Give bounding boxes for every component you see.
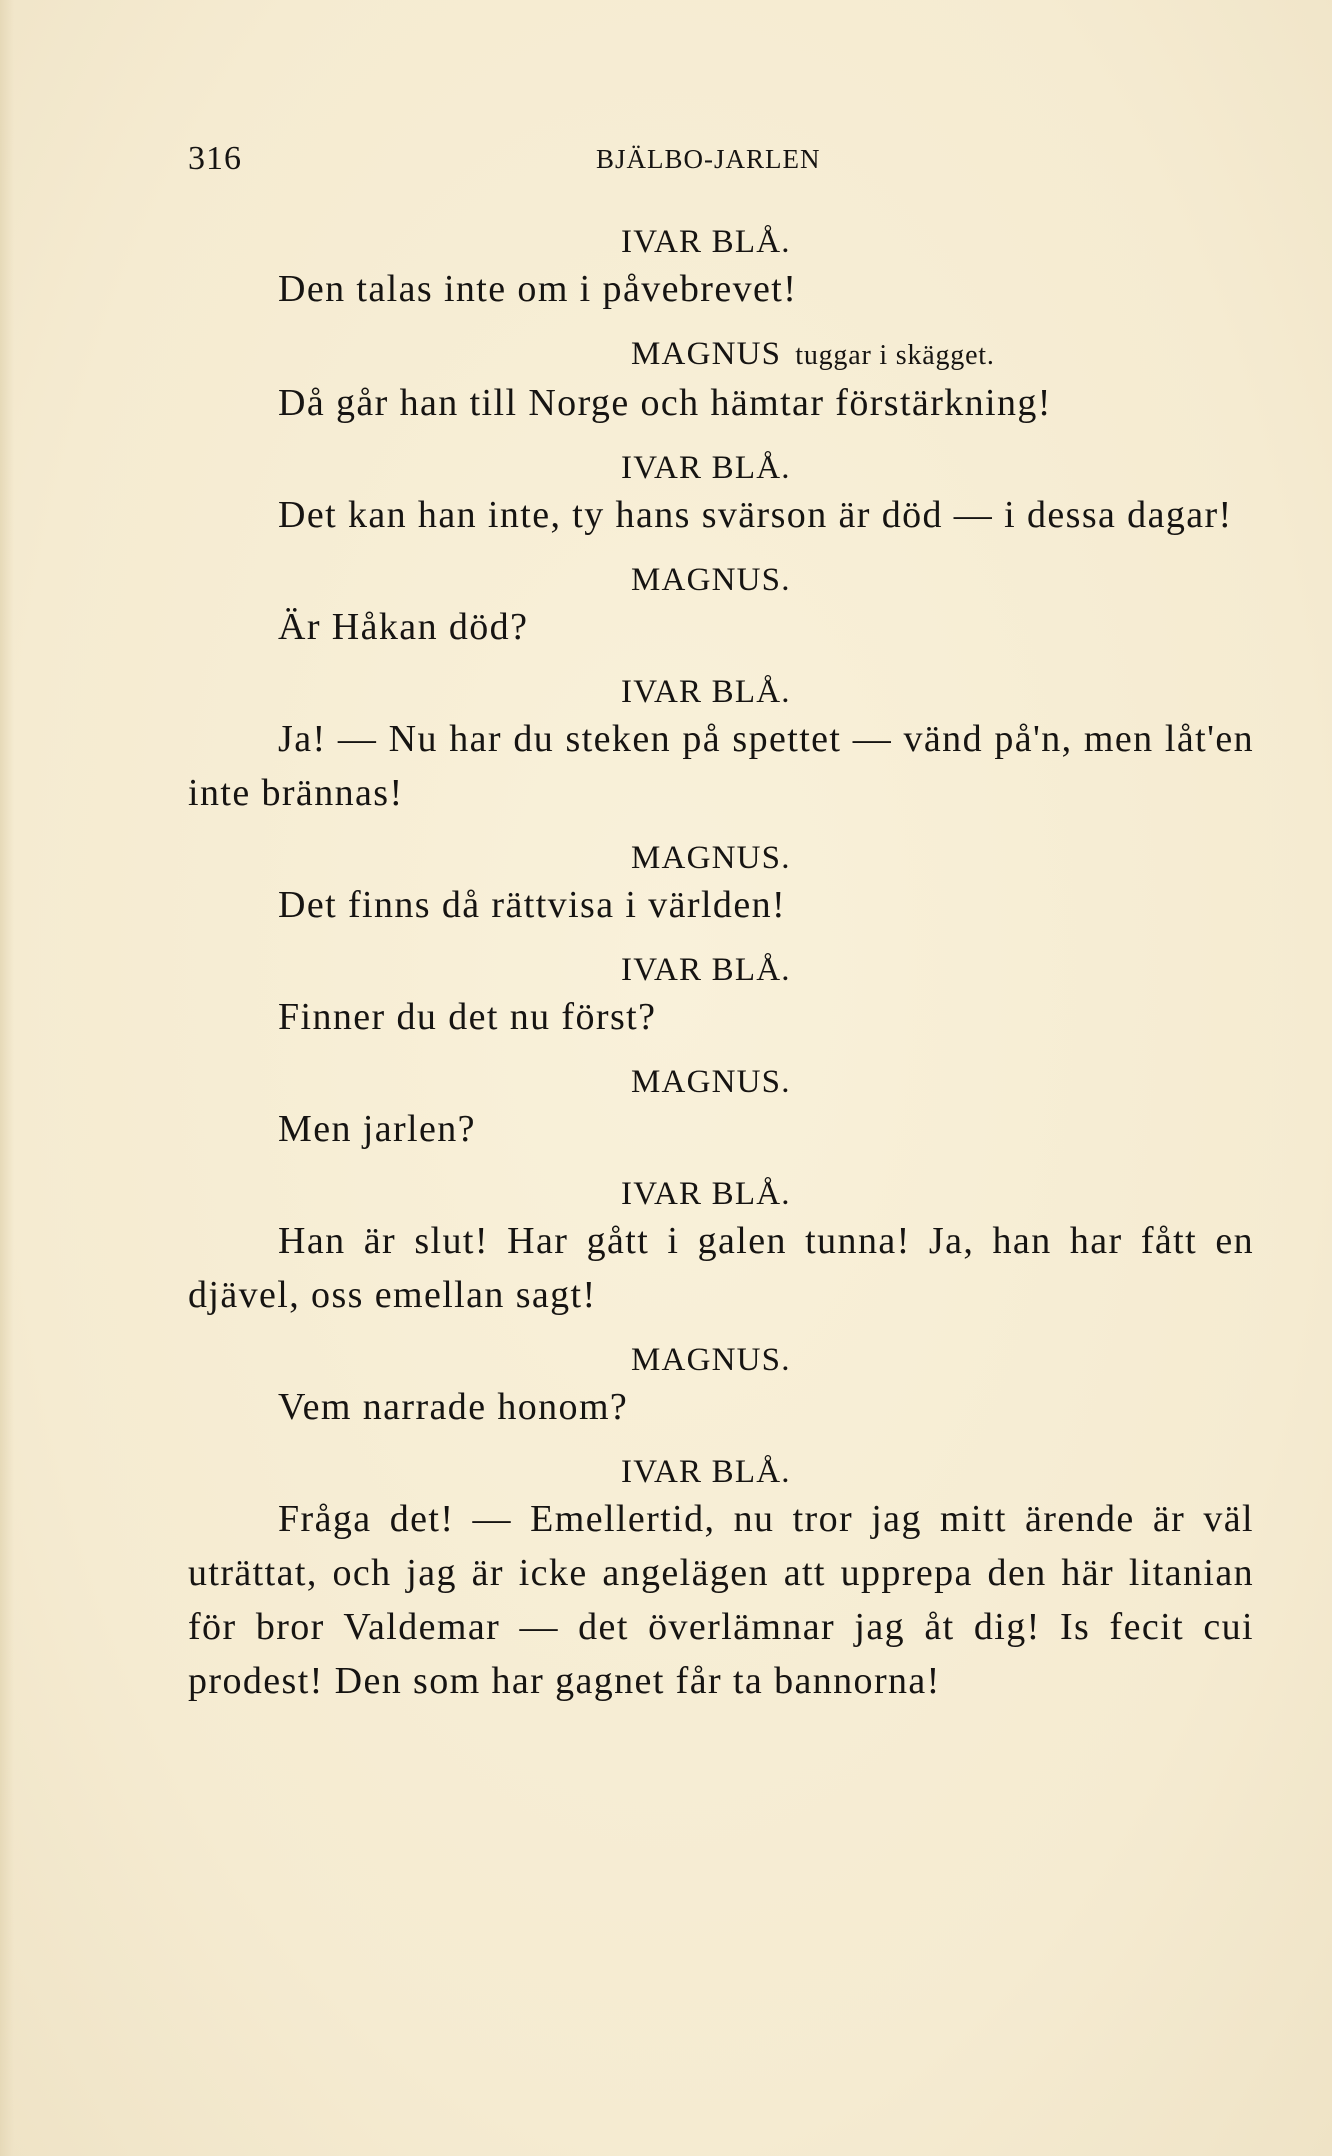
page-edge-shadow	[0, 0, 14, 2156]
dialogue-line: Men jarlen?	[278, 1108, 476, 1150]
stage-direction: tuggar i skägget.	[795, 340, 995, 371]
speaker-name: MAGNUS	[631, 336, 782, 372]
page-number: 316	[188, 140, 242, 177]
dialogue-line: Finner du det nu först?	[278, 996, 657, 1038]
speaker-heading	[188, 222, 1254, 262]
dialogue-line: Ja! — Nu har du steken på spettet — vänd på'n, men låt'en inte brännas!	[188, 718, 1254, 814]
speaker-name: IVAR BLÅ.	[621, 674, 791, 710]
speaker-heading	[188, 838, 1254, 878]
play-dialogue	[188, 222, 1254, 1708]
dialogue-line: Vem narrade honom?	[278, 1386, 629, 1428]
speaker-heading	[188, 1452, 1254, 1492]
speaker-heading	[188, 560, 1254, 600]
speaker-heading	[188, 672, 1254, 712]
speaker-name: MAGNUS.	[631, 840, 791, 876]
speaker-name: IVAR BLÅ.	[621, 224, 791, 260]
dialogue-line: Det kan han inte, ty hans svärson är död — i dessa dagar!	[278, 494, 1233, 536]
running-title: BJÄLBO-JARLEN	[596, 144, 821, 174]
speaker-heading	[188, 950, 1254, 990]
speaker-name: IVAR BLÅ.	[621, 952, 791, 988]
dialogue-line: Han är slut! Har gått i galen tunna! Ja, han har fått en djävel, oss emellan sagt!	[188, 1220, 1254, 1316]
dialogue-line: Den talas inte om i påvebrevet!	[278, 268, 798, 310]
speaker-heading	[188, 1174, 1254, 1214]
speaker-heading	[188, 1062, 1254, 1102]
speaker-name: MAGNUS.	[631, 1342, 791, 1378]
speaker-heading	[188, 1340, 1254, 1380]
dialogue-line: Det finns då rättvisa i världen!	[278, 884, 787, 926]
dialogue-line: Då går han till Norge och hämtar förstärkning!	[278, 382, 1052, 424]
speaker-heading	[188, 448, 1254, 488]
dialogue-line: Fråga det! — Emellertid, nu tror jag mitt ärende är väl uträttat, och jag är icke angelägen att upprepa den här litanian för bror Valdemar — det överlämnar jag åt dig! Is fecit cui prodest! Den som har gagnet får ta bannorna!	[188, 1498, 1254, 1702]
speaker-name: IVAR BLÅ.	[621, 1176, 791, 1212]
speaker-name: IVAR BLÅ.	[621, 1454, 791, 1490]
speaker-name: IVAR BLÅ.	[621, 450, 791, 486]
speaker-name: MAGNUS.	[631, 562, 791, 598]
page-header	[188, 140, 1188, 180]
speaker-name: MAGNUS.	[631, 1064, 791, 1100]
dialogue-line: Är Håkan död?	[278, 606, 529, 648]
speaker-heading	[188, 334, 1254, 376]
